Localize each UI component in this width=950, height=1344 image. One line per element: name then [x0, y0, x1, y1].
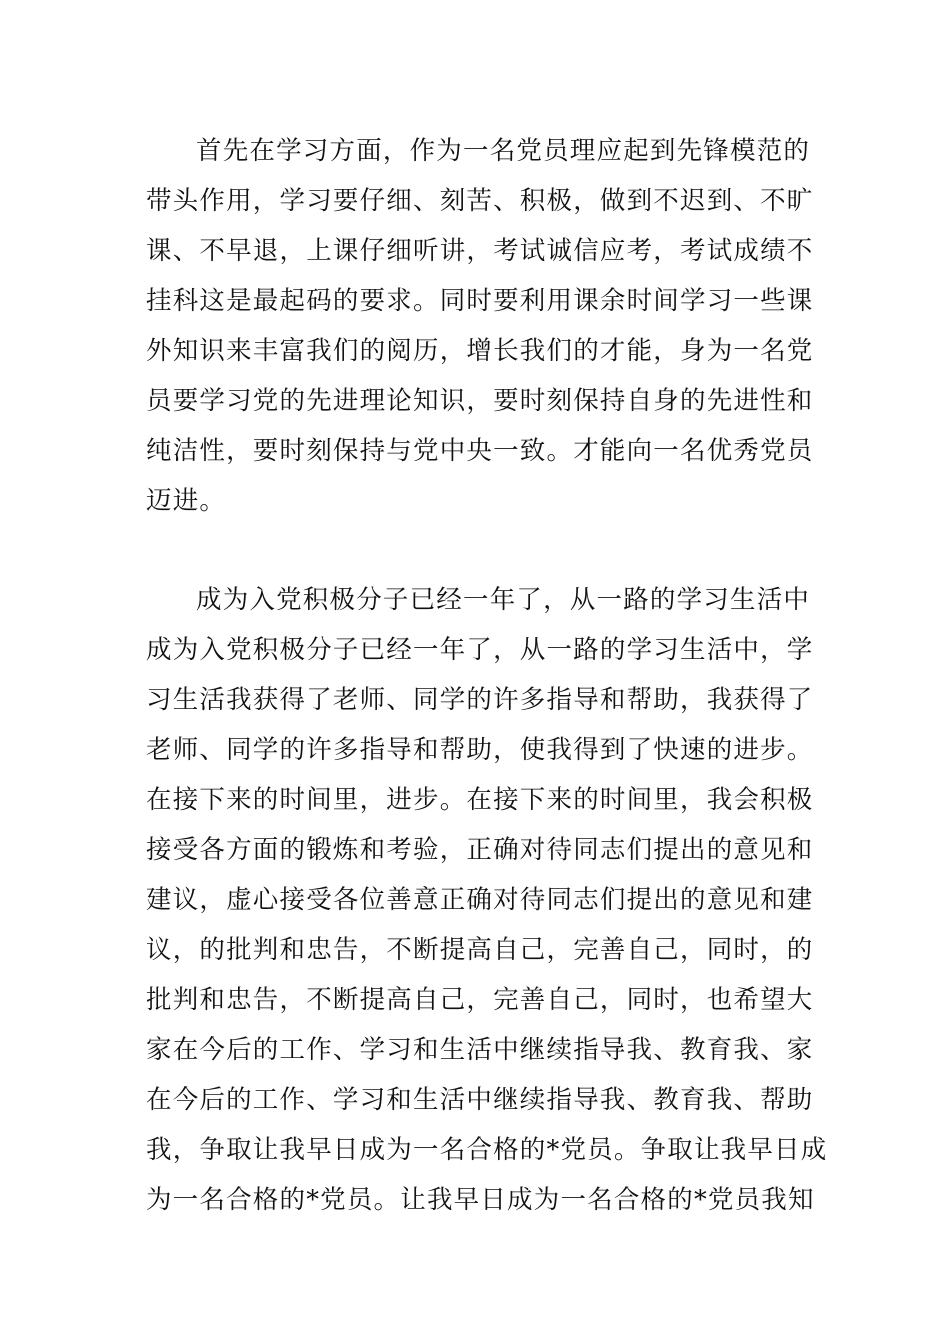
paragraph-2-line-11: 在今后的工作、学习和生活中继续指导我、教育我、帮助 [146, 1085, 814, 1115]
paragraph-1-line-2: 带头作用，学习要仔细、刻苦、积极，做到不迟到、不旷 [146, 186, 814, 216]
paragraph-2-line-5: 在接下来的时间里，进步。在接下来的时间里，我会积极 [146, 785, 814, 815]
paragraph-1-line-5: 外知识来丰富我们的阅历，增长我们的才能，身为一名党 [146, 336, 814, 366]
paragraph-2-line-9: 批判和忠告，不断提高自己，完善自己，同时，也希望大 [146, 985, 814, 1015]
paragraph-1-line-8: 迈进。 [146, 486, 227, 516]
paragraph-1-line-1: 首先在学习方面，作为一名党员理应起到先锋模范的 [196, 136, 811, 166]
paragraph-2-line-4: 老师、同学的许多指导和帮助，使我得到了快速的进步。 [146, 735, 814, 765]
paragraph-1-line-6: 员要学习党的先进理论知识，要时刻保持自身的先进性和 [146, 386, 814, 416]
paragraph-2-line-8: 议，的批判和忠告，不断提高自己，完善自己，同时，的 [146, 935, 814, 965]
paragraph-1-line-7: 纯洁性，要时刻保持与党中央一致。才能向一名优秀党员 [146, 436, 814, 466]
paragraph-2-line-12: 我，争取让我早日成为一名合格的*党员。争取让我早日成 [146, 1135, 828, 1165]
paragraph-2-line-10: 家在今后的工作、学习和生活中继续指导我、教育我、家 [146, 1035, 814, 1065]
paragraph-1-line-3: 课、不早退，上课仔细听讲，考试诚信应考，考试成绩不 [146, 236, 814, 266]
paragraph-2-line-1: 成为入党积极分子已经一年了，从一路的学习生活中 [196, 585, 811, 615]
paragraph-2-line-2: 成为入党积极分子已经一年了，从一路的学习生活中，学 [146, 635, 814, 665]
paragraph-2-line-3: 习生活我获得了老师、同学的许多指导和帮助，我获得了 [146, 685, 814, 715]
paragraph-2-line-7: 建议，虚心接受各位善意正确对待同志们提出的意见和建 [146, 885, 814, 915]
paragraph-1-line-4: 挂科这是最起码的要求。同时要利用课余时间学习一些课 [146, 286, 814, 316]
paragraph-2-line-6: 接受各方面的锻炼和考验，正确对待同志们提出的意见和 [146, 835, 814, 865]
paragraph-2-line-13: 为一名合格的*党员。让我早日成为一名合格的*党员我知 [146, 1185, 815, 1215]
